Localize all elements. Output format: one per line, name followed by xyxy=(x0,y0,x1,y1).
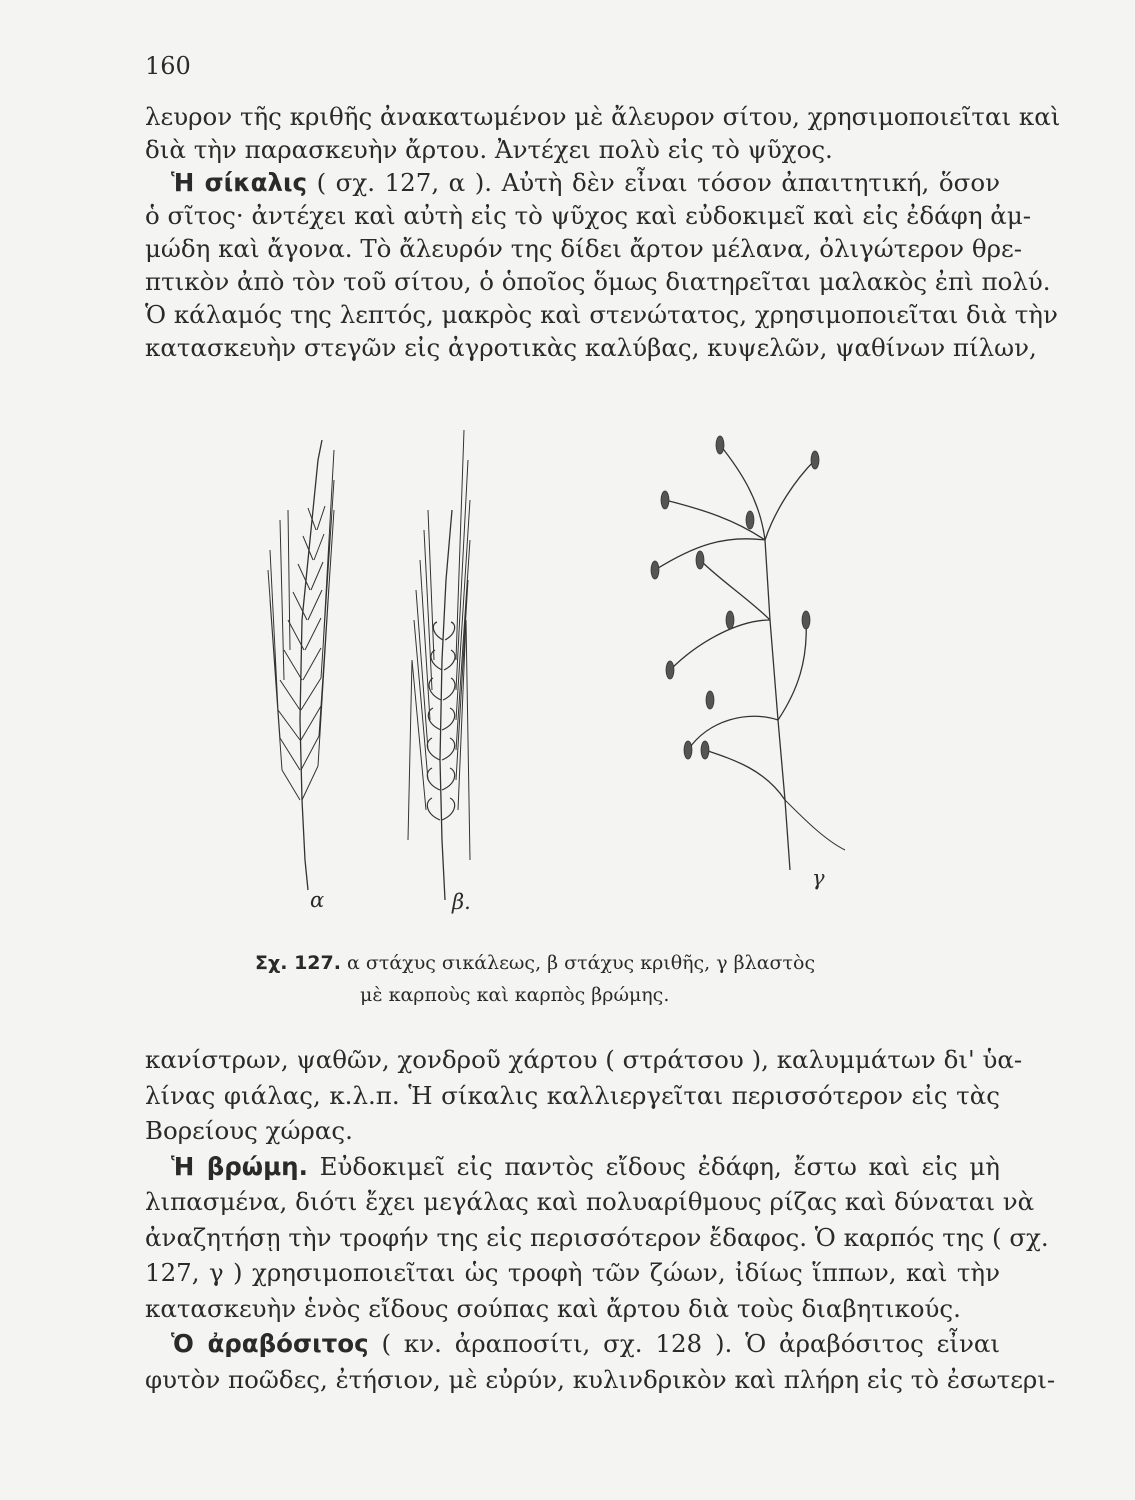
text-line: ἀναζητήσῃ τὴν τροφήν της εἰς περισσότερον ἔδαφος. Ὁ καρπός της ( σχ. xyxy=(145,1222,1049,1252)
text-line: Ὁ κάλαμός της λεπτός, μακρὸς καὶ στενώτατος, χρησιμοποιεῖται διὰ τὴν xyxy=(145,300,1058,329)
oat-plant-drawing xyxy=(651,436,845,870)
text-line: μώδη καὶ ἄγονα. Τὸ ἄλευρόν της δίδει ἄρτον μέλανα, ὀλιγώτερον θρε- xyxy=(145,234,1022,263)
caption-head: Σχ. 127. xyxy=(255,952,341,974)
text-line: πτικὸν ἀπὸ τὸν τοῦ σίτου, ὁ ὁποῖος ὅμως διατηρεῖται μαλακὸς ἐπὶ πολύ. xyxy=(145,267,1051,296)
text-line: κατασκευὴν ἑνὸς εἴδους σούπας καὶ ἄρτου διὰ τοὺς διαβητικούς. xyxy=(145,1293,961,1323)
maize-paragraph-first-line xyxy=(145,1326,1000,1362)
caption-line-1: α στάχυς σικάλεως, β στάχυς κριθῆς, γ βλαστὸς xyxy=(347,952,816,974)
text-line: ὁ σῖτος· ἀντέχει καὶ αὐτὴ εἰς τὸ ψῦχος καὶ εὐδοκιμεῖ καὶ εἰς ἐδάφη ἀμ- xyxy=(145,201,1032,230)
oat-first-line: Εὐδοκιμεῖ εἰς παντὸς εἴδους ἐδάφη, ἔστω καὶ εἰς μὴ xyxy=(319,1151,1000,1181)
rye-heading: Ἡ σίκαλις xyxy=(171,168,308,197)
figure-label-c: γ xyxy=(812,866,825,890)
rye-first-line: ( σχ. 127, α ). Αὐτὴ δὲν εἶναι τόσον ἀπαιτητική, ὅσον xyxy=(316,168,1001,197)
text-line: κατασκευὴν στεγῶν εἰς ἀγροτικὰς καλύβας, κυψελῶν, ψαθίνων πίλων, xyxy=(145,333,1037,362)
text-line: Βορείους χώρας. xyxy=(145,1116,353,1145)
figure-127 xyxy=(230,420,870,920)
page-number: 160 xyxy=(145,52,191,80)
text-line: 127, γ ) χρησιμοποιεῖται ὡς τροφὴ τῶν ζώων, ἰδίως ἵππων, καὶ τὴν xyxy=(145,1258,1000,1287)
maize-first-line: ( κν. ἀραποσίτι, σχ. 128 ). Ὁ ἀραβόσιτος εἶναι xyxy=(381,1329,1000,1358)
oat-heading: Ἡ βρώμη. xyxy=(171,1151,308,1181)
oat-paragraph-first-line xyxy=(145,1149,1000,1185)
text-block-bottom xyxy=(145,1042,1056,1397)
text-line: λιπασμένα, διότι ἔχει μεγάλας καὶ πολυαρίθμους ρίζας καὶ δύναται νὰ xyxy=(145,1187,1035,1216)
text-line: λευρον τῆς κριθῆς ἀνακατωμένον μὲ ἄλευρον σίτου, χρησιμοποιεῖται καὶ xyxy=(145,102,1061,131)
cereal-illustration xyxy=(230,420,870,920)
figure-label-a: α xyxy=(310,888,325,912)
barley-spike-drawing xyxy=(408,430,470,900)
caption-line-2: μὲ καρποὺς καὶ καρπὸς βρώμης. xyxy=(360,984,670,1006)
rye-spike-drawing xyxy=(268,440,334,890)
text-line: διὰ τὴν παρασκευὴν ἄρτου. Ἀντέχει πολὺ εἰς τὸ ψῦχος. xyxy=(145,135,833,164)
text-line: λίνας φιάλας, κ.λ.π. Ἡ σίκαλις καλλιεργεῖται περισσότερον εἰς τὰς xyxy=(145,1080,1000,1110)
maize-heading: Ὁ ἀραβόσιτος xyxy=(171,1329,369,1358)
figure-label-b: β. xyxy=(452,890,471,914)
rye-paragraph-first-line xyxy=(145,166,1000,199)
text-block-top xyxy=(145,100,1061,364)
figure-caption xyxy=(255,947,955,1011)
text-line: κανίστρων, ψαθῶν, χονδροῦ χάρτου ( στράτσου ), καλυμμάτων δι' ὑα- xyxy=(145,1045,1023,1074)
text-line: φυτὸν ποῶδες, ἐτήσιον, μὲ εὐρύν, κυλινδρικὸν καὶ πλήρη εἰς τὸ ἐσωτερι- xyxy=(145,1364,1056,1394)
